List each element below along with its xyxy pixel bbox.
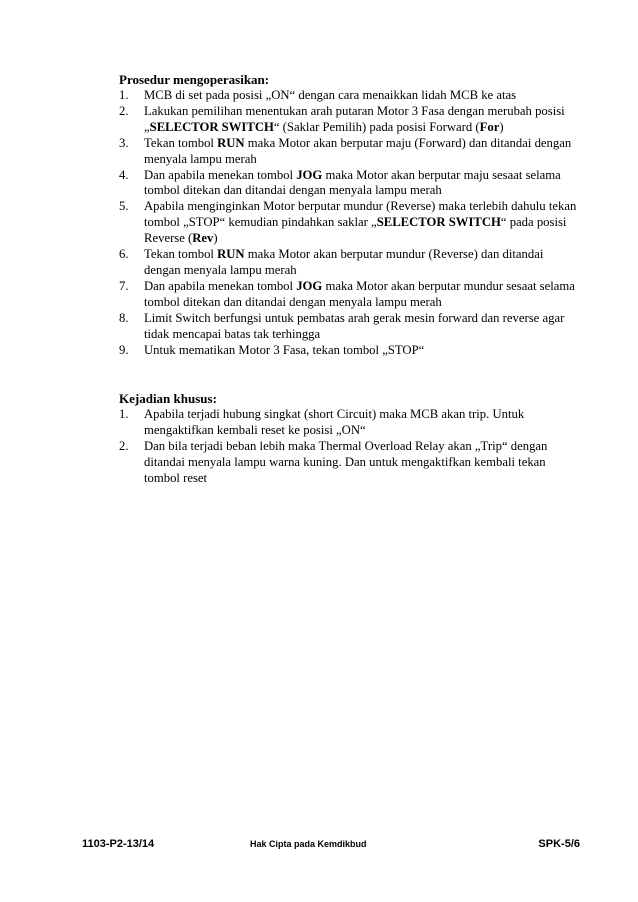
text-segment: )	[499, 119, 504, 134]
list-number: 2.	[119, 103, 129, 118]
text-segment: Apabila terjadi hubung singkat (short Circuit) maka MCB akan trip. Untuk mengaktifkan kembali reset ke posisi „ON“	[144, 407, 525, 438]
page-footer	[82, 838, 580, 856]
procedure-step-item	[119, 168, 579, 200]
copyright-notice: Hak Cipta pada Kemdikbud	[250, 839, 367, 849]
list-item-text	[144, 104, 565, 134]
list-number: 4.	[119, 167, 129, 182]
bold-term: RUN	[217, 135, 245, 150]
text-segment: Untuk mematikan Motor 3 Fasa, tekan tombol „STOP“	[144, 342, 425, 357]
text-segment: Dan apabila menekan tombol	[144, 278, 297, 293]
procedure-heading: Prosedur mengoperasikan:	[119, 72, 270, 87]
list-item-text	[144, 279, 575, 309]
bold-term: JOG	[296, 167, 323, 182]
list-number: 1.	[119, 407, 129, 422]
bold-term: For	[479, 119, 500, 134]
text-segment: Dan apabila menekan tombol	[144, 167, 297, 182]
procedure-step-item	[119, 247, 579, 279]
special-event-item	[119, 407, 579, 439]
list-number: 5.	[119, 199, 129, 214]
procedure-step-item	[119, 199, 579, 247]
list-number: 7.	[119, 278, 129, 293]
text-segment: Limit Switch berfungsi untuk pembatas arah gerak mesin forward dan reverse agar tidak mencapai batas tak terhingga	[144, 310, 565, 341]
special-event-item	[119, 439, 579, 487]
list-item-text	[144, 311, 564, 341]
document-code: 1103-P2-13/14	[82, 838, 155, 850]
list-number: 2.	[119, 439, 129, 454]
procedure-step-item	[119, 104, 579, 136]
list-number: 6.	[119, 247, 129, 262]
list-number: 9.	[119, 342, 129, 357]
text-segment: MCB di set pada posisi „ON“ dengan cara menaikkan lidah MCB ke atas	[144, 88, 517, 102]
procedure-step-item	[119, 88, 579, 104]
page-number: SPK-5/6	[538, 838, 580, 850]
procedure-step-item	[119, 279, 579, 311]
bold-term: Rev	[192, 231, 214, 246]
text-segment: Apabila menginginkan Motor berputar mundur (Reverse) maka terlebih dahulu tekan tombol „STOP“ kemudian pindahkan saklar „	[144, 199, 577, 230]
text-segment: Dan bila terjadi beban lebih maka Thermal Overload Relay akan „Trip“ dengan ditandai menyala lampu warna kuning. Dan untuk mengaktifkan kembali tekan tombol reset	[144, 439, 548, 486]
text-segment: maka Motor akan berputar mundur (Reverse) dan ditandai dengan menyala lampu merah	[144, 247, 544, 277]
list-item-text	[144, 343, 424, 357]
bold-term: RUN	[217, 247, 245, 262]
procedure-step-item	[119, 343, 579, 359]
list-number: 1.	[119, 88, 129, 102]
procedure-step-item	[119, 311, 579, 343]
list-number: 8.	[119, 310, 129, 325]
document-content	[119, 64, 579, 487]
text-segment: Lakukan pemilihan menentukan arah putaran Motor 3 Fasa dengan merubah posisi „	[144, 103, 565, 134]
text-segment: maka Motor akan berputar mundur sesaat selama tombol ditekan dan ditandai dengan menyala lampu merah	[144, 278, 575, 309]
list-item-text	[144, 88, 516, 102]
list-item-text	[144, 247, 543, 277]
text-segment: maka Motor akan berputar maju sesaat selama tombol ditekan dan ditandai dengan menyala lampu merah	[144, 167, 561, 198]
list-number: 3.	[119, 135, 129, 150]
special-events-heading: Kejadian khusus:	[119, 391, 217, 407]
procedure-step-item	[119, 136, 579, 168]
list-item-text	[144, 439, 547, 485]
text-segment: “ pada posisi Reverse (	[144, 215, 567, 246]
list-item-text	[144, 407, 524, 437]
bold-term: JOG	[296, 278, 323, 293]
text-segment: Tekan tombol	[144, 135, 218, 150]
list-item-text	[144, 168, 561, 198]
text-segment: “ (Saklar Pemilih) pada posisi Forward (	[273, 119, 480, 134]
list-item-text	[144, 199, 576, 245]
text-segment: )	[213, 231, 218, 246]
bold-term: SELECTOR SWITCH	[376, 215, 501, 230]
bold-term: SELECTOR SWITCH	[149, 119, 274, 134]
special-events-list	[119, 407, 579, 487]
procedure-steps-list	[119, 88, 579, 358]
list-item-text	[144, 136, 571, 166]
text-segment: Tekan tombol	[144, 247, 218, 262]
text-segment: maka Motor akan berputar maju (Forward) dan ditandai dengan menyala lampu merah	[144, 135, 572, 166]
